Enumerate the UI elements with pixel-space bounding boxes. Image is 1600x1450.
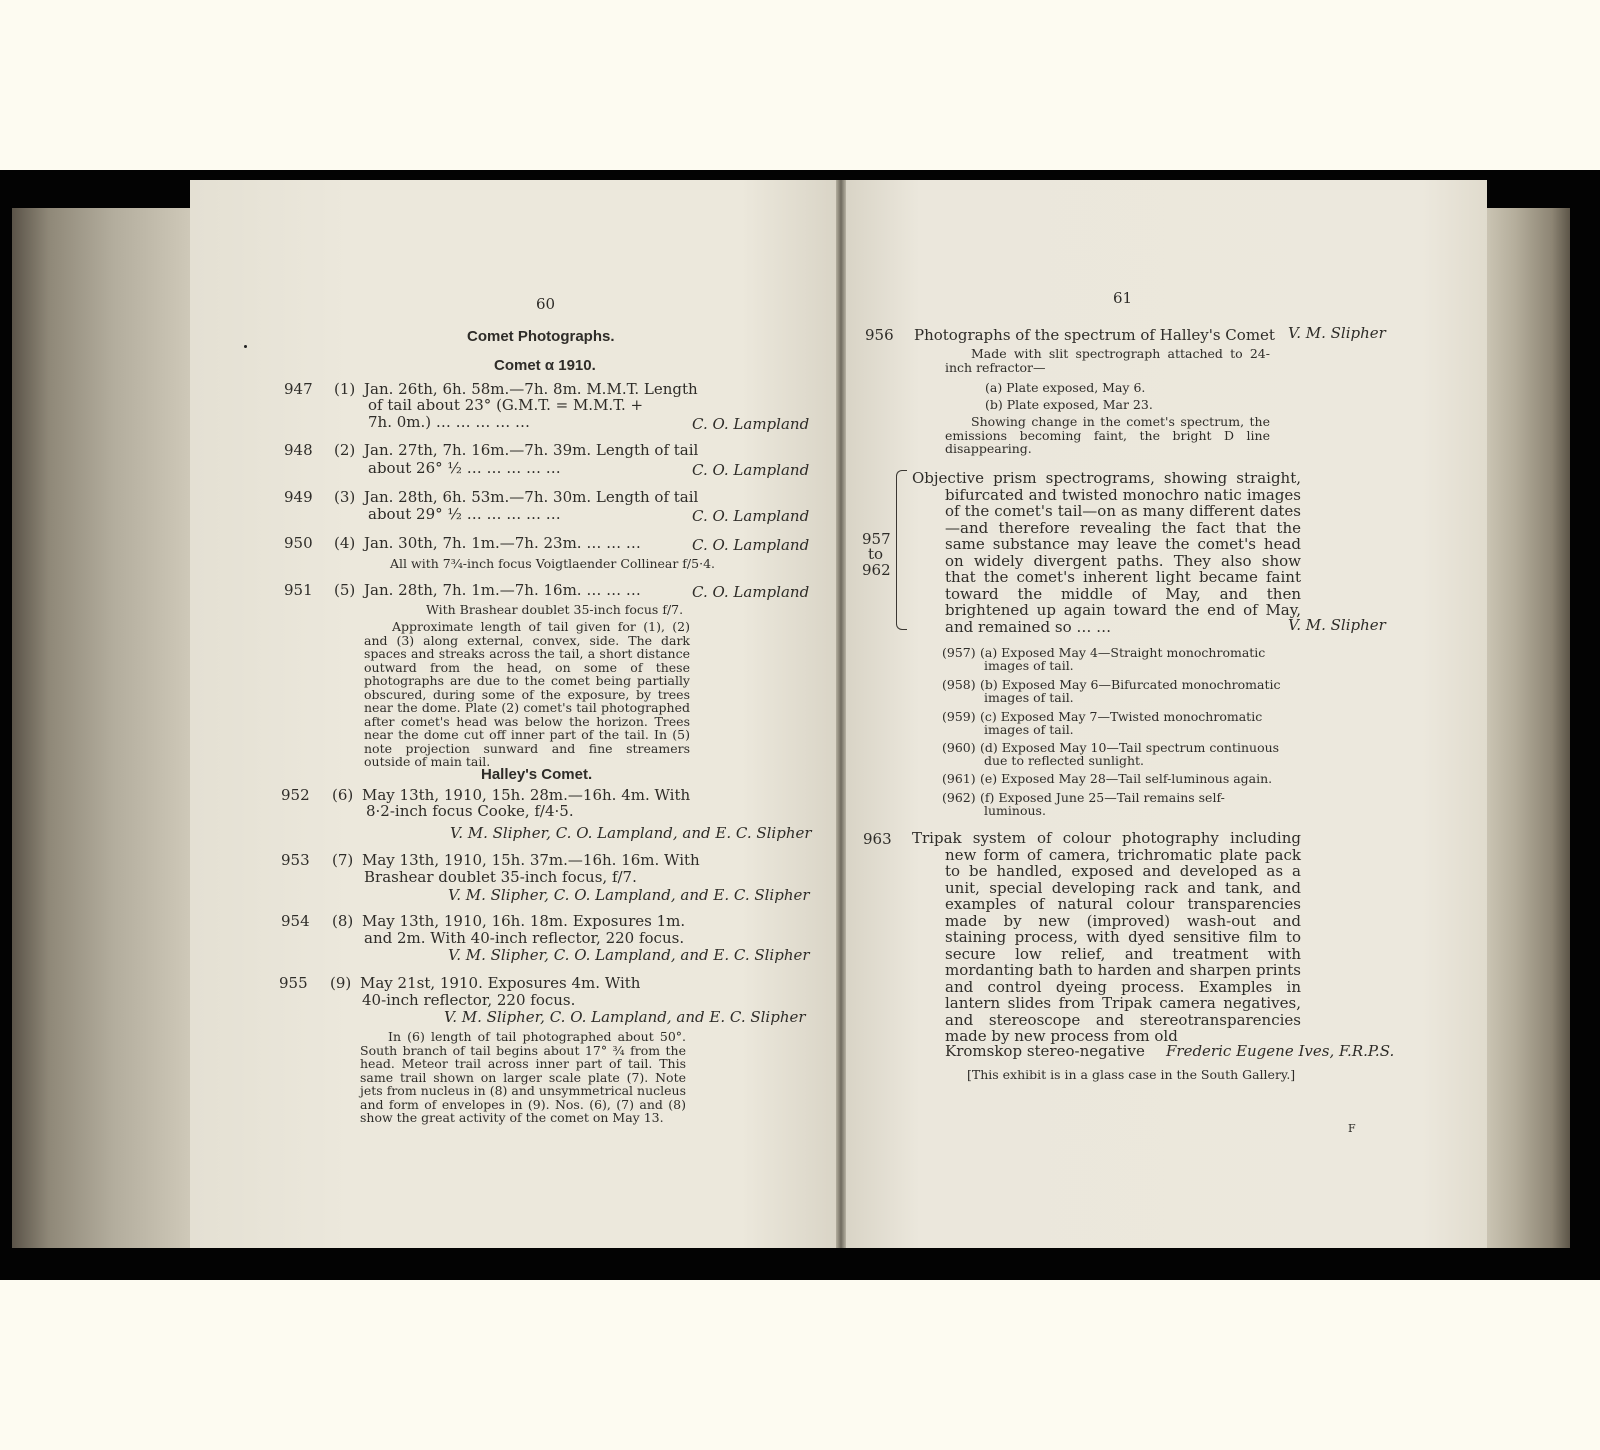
entry-index: (3) bbox=[334, 488, 356, 506]
entry-note: Showing change in the comet's spectrum, the emissions becoming faint, the bright D line disappearing. bbox=[945, 414, 1270, 456]
entry-number: 962 bbox=[862, 561, 891, 579]
entry-text: Jan. 28th, 6h. 53m.—7h. 30m. Length of tail bbox=[364, 488, 699, 506]
entry-text: Photographs of the spectrum of Halley's Comet bbox=[914, 326, 1275, 344]
signature-mark: F bbox=[1348, 1122, 1356, 1135]
entry-text: 40-inch reflector, 220 focus. bbox=[362, 991, 576, 1009]
entry-number: 950 bbox=[284, 534, 313, 552]
entry-credit: V. M. Slipher, C. O. Lampland, and E. C. Slipher bbox=[444, 1008, 806, 1026]
item-text: (b) Exposed May 6—Bifurcated monochromatic bbox=[980, 677, 1281, 692]
entry-credit: C. O. Lampland bbox=[692, 507, 810, 525]
entry-note: With Brashear doublet 35-inch focus f/7. bbox=[426, 602, 684, 617]
ink-speck bbox=[244, 345, 247, 348]
entry-text: May 13th, 1910, 16h. 18m. Exposures 1m. bbox=[362, 912, 686, 930]
item-number: (959) bbox=[942, 709, 976, 724]
page-edges-left bbox=[12, 208, 197, 1248]
entry-credit: V. M. Slipher, C. O. Lampland, and E. C. Slipher bbox=[448, 886, 810, 904]
entry-number: 956 bbox=[865, 326, 894, 344]
entry-text: 7h. 0m.) … … … … … bbox=[368, 413, 530, 431]
entry-text: 8·2-inch focus Cooke, f/4·5. bbox=[366, 802, 574, 820]
entry-text: Kromskop stereo-negative bbox=[945, 1042, 1145, 1060]
item-text: (a) Exposed May 4—Straight monochromatic bbox=[980, 645, 1266, 660]
entry-number: 953 bbox=[281, 851, 310, 869]
entry-index: (5) bbox=[334, 581, 356, 599]
entry-number: 948 bbox=[284, 441, 313, 459]
brace-bracket bbox=[896, 470, 907, 630]
item-number: (960) bbox=[942, 740, 976, 755]
entry-text: of tail about 23° (G.M.T. = M.M.T. + bbox=[368, 396, 644, 414]
item-number: (962) bbox=[942, 790, 976, 805]
entry-text: about 29° ½ … … … … … bbox=[368, 505, 561, 523]
entry-number: 955 bbox=[279, 974, 308, 992]
entry-index: (8) bbox=[332, 912, 354, 930]
note-paragraph: In (6) length of tail photographed about 50°. South branch of tail begins about 17° ¾ from the head. Meteor trail across inner part of tail. This same trail shown on larger scale plate (7). Note jets from nucleus in (8) and unsymmetrical nucleus and form of envelopes in (9). Nos. (6), (7) and (8) show the great activity of the comet on May 13. bbox=[360, 1029, 686, 1125]
entry-text: Jan. 30th, 7h. 1m.—7h. 23m. … … … bbox=[364, 534, 641, 552]
entry-number: 954 bbox=[281, 912, 310, 930]
entry-credit: V. M. Slipher bbox=[1288, 324, 1386, 342]
item-text: (f) Exposed June 25—Tail remains self- bbox=[980, 790, 1225, 805]
entry-text: Tripak system of colour photography including new form of camera, trichromatic plate pack to be handled, exposed and developed as a unit, special developing rack and tank, and examples of natural colour transparencies made by new (improved) wash-out and staining process, with dyed sensitive film to secure low relief, and treatment with mordanting bath to harden and sharpen prints and control dyeing process. Examples in lantern slides from Tripak camera negatives, and stereoscope and stereotransparencies made by new process from old bbox=[912, 829, 1301, 1045]
entry-text: May 13th, 1910, 15h. 37m.—16h. 16m. With bbox=[362, 851, 700, 869]
entry-credit: C. O. Lampland bbox=[692, 583, 810, 601]
note-paragraph: Approximate length of tail given for (1), (2) and (3) along external, convex, side. The dark spaces and streaks across the tail, a short distance outward from the head, on some of these photographs are due to the comet being partially obscured, during some of the exposure, by trees near the dome. Plate (2) comet's tail photographed after comet's head was below the horizon. Trees near the dome cut off inner part of the tail. In (5) note projection sunward and fine streamers outside of main tail. bbox=[364, 619, 690, 769]
book-gutter bbox=[836, 180, 846, 1248]
item-text: (e) Exposed May 28—Tail self-luminous again. bbox=[980, 771, 1273, 786]
entry-index: (1) bbox=[334, 380, 356, 398]
entry-text: Brashear doublet 35-inch focus, f/7. bbox=[364, 868, 637, 886]
entry-text: Jan. 28th, 7h. 1m.—7h. 16m. … … … bbox=[364, 581, 641, 599]
entry-credit: C. O. Lampland bbox=[692, 536, 810, 554]
section-heading: Halley's Comet. bbox=[481, 766, 593, 783]
entry-index: (4) bbox=[334, 534, 356, 552]
entry-note: [This exhibit is in a glass case in the South Gallery.] bbox=[967, 1067, 1296, 1082]
entry-credit: V. M. Slipher, C. O. Lampland, and E. C. Slipher bbox=[450, 824, 812, 842]
entry-text: May 21st, 1910. Exposures 4m. With bbox=[360, 974, 641, 992]
entry-note: All with 7¾-inch focus Voigtlaender Collinear f/5·4. bbox=[390, 556, 715, 571]
section-heading: Comet Photographs. bbox=[467, 328, 615, 345]
entry-text: Jan. 26th, 6h. 58m.—7h. 8m. M.M.T. Length bbox=[364, 380, 698, 398]
entry-text: and 2m. With 40-inch reflector, 220 focus. bbox=[364, 929, 685, 947]
entry-text: May 13th, 1910, 15h. 28m.—16h. 4m. With bbox=[362, 786, 691, 804]
entry-note: (b) Plate exposed, Mar 23. bbox=[985, 397, 1153, 412]
entry-index: (9) bbox=[330, 974, 352, 992]
entry-number: 951 bbox=[284, 581, 313, 599]
item-number: (958) bbox=[942, 677, 976, 692]
entry-number: 963 bbox=[863, 830, 892, 848]
entry-index: (6) bbox=[332, 786, 354, 804]
entry-text: Objective prism spectrograms, showing straight, bifurcated and twisted monochro natic images of the comet's tail—on as many different dates—and therefore revealing the fact that the same substance may leave the comet's head on widely divergent paths. They also show that the comet's inherent light became faint toward the middle of May, and then brightened up again toward the end of May, and remained so … … bbox=[912, 469, 1301, 636]
item-text: images of tail. bbox=[984, 658, 1074, 673]
entry-number: 949 bbox=[284, 488, 313, 506]
item-text: (d) Exposed May 10—Tail spectrum continuous bbox=[980, 740, 1280, 755]
entry-number: 957 bbox=[862, 530, 891, 548]
entry-note: (a) Plate exposed, May 6. bbox=[985, 380, 1146, 395]
page-number-right: 61 bbox=[1113, 289, 1133, 307]
entry-index: (2) bbox=[334, 441, 356, 459]
item-number: (957) bbox=[942, 645, 976, 660]
entry-number: 947 bbox=[284, 380, 313, 398]
entry-credit: C. O. Lampland bbox=[692, 415, 810, 433]
item-text: luminous. bbox=[984, 803, 1046, 818]
item-number: (961) bbox=[942, 771, 976, 786]
entry-credit: C. O. Lampland bbox=[692, 461, 810, 479]
entry-note: Made with slit spectrograph attached to 24-inch refractor— bbox=[945, 346, 1270, 375]
entry-number-to: to bbox=[868, 545, 884, 563]
entry-credit: V. M. Slipher bbox=[1288, 616, 1386, 634]
page-number-left: 60 bbox=[536, 295, 556, 313]
item-text: (c) Exposed May 7—Twisted monochromatic bbox=[980, 709, 1263, 724]
entry-text: Jan. 27th, 7h. 16m.—7h. 39m. Length of tail bbox=[364, 441, 699, 459]
item-text: due to reflected sunlight. bbox=[984, 753, 1145, 768]
entry-text: about 26° ½ … … … … … bbox=[368, 459, 561, 477]
sub-heading: Comet α 1910. bbox=[494, 357, 596, 374]
entry-index: (7) bbox=[332, 851, 354, 869]
page-edges-right bbox=[1480, 208, 1570, 1248]
item-text: images of tail. bbox=[984, 690, 1074, 705]
entry-number: 952 bbox=[281, 786, 310, 804]
item-text: images of tail. bbox=[984, 722, 1074, 737]
entry-credit: Frederic Eugene Ives, F.R.P.S. bbox=[1166, 1042, 1395, 1060]
entry-credit: V. M. Slipher, C. O. Lampland, and E. C. Slipher bbox=[448, 946, 810, 964]
